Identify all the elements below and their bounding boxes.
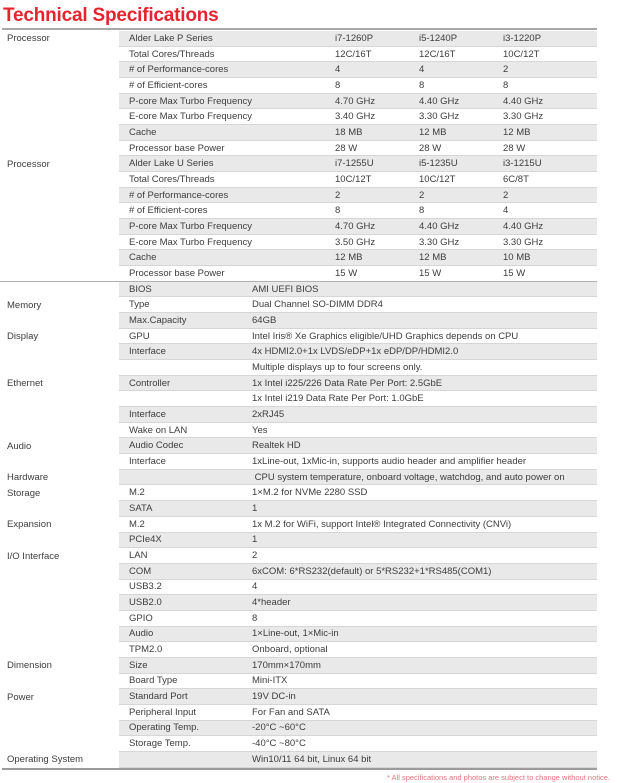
spec-cell: [119, 235, 597, 251]
spec-value: CPU system temperature, onboard voltage, watchdog, and auto power on: [252, 471, 565, 483]
category-label: [0, 250, 119, 266]
category-label: [0, 94, 119, 110]
spec-key: P-core Max Turbo Frequency: [129, 95, 253, 107]
spec-key: Total Cores/Threads: [129, 173, 215, 185]
spec-cell: [119, 360, 597, 376]
spec-value: 4: [503, 205, 509, 217]
spec-cell: [119, 407, 597, 423]
spec-key: Cache: [129, 126, 157, 138]
category-label: [0, 188, 119, 204]
spec-key: Interface: [129, 455, 166, 467]
table-row: [0, 611, 597, 627]
spec-value: 1: [252, 534, 258, 546]
spec-value: 28 W: [335, 142, 358, 154]
spec-value: 4.40 GHz: [503, 95, 544, 107]
spec-cell: [119, 188, 597, 204]
spec-cell: [119, 627, 597, 643]
spec-key: Cache: [129, 252, 157, 264]
category-label: [0, 141, 119, 157]
table-row: [0, 580, 597, 596]
table-row: [0, 438, 597, 454]
table-row: [0, 313, 597, 329]
table-row: [0, 31, 597, 47]
spec-value: 4.40 GHz: [419, 220, 460, 232]
table-row: [0, 125, 597, 141]
spec-key: Interface: [129, 408, 166, 420]
spec-value: 2: [503, 64, 509, 76]
spec-value: 1xLine-out, 1xMic-in, supports audio header and amplifier header: [252, 455, 527, 467]
spec-cell: [119, 642, 597, 658]
table-row: [0, 689, 597, 705]
table-row: [0, 736, 597, 752]
page-title: Technical Specifications: [3, 5, 219, 26]
table-row: [0, 485, 597, 501]
spec-cell: [119, 611, 597, 627]
category-label: Audio: [0, 438, 119, 454]
spec-key: Alder Lake U Series: [129, 158, 214, 170]
spec-value: i3-1220P: [503, 32, 542, 44]
spec-cell: [119, 689, 597, 705]
spec-value: 8: [335, 79, 341, 91]
table-row: [0, 219, 597, 235]
table-row: [0, 705, 597, 721]
spec-value: 3.40 GHz: [335, 111, 376, 123]
spec-value: 2: [335, 189, 341, 201]
spec-key: Processor base Power: [129, 267, 225, 279]
spec-cell: [119, 454, 597, 470]
spec-key: GPIO: [129, 612, 153, 624]
spec-cell: [119, 344, 597, 360]
spec-value: 12 MB: [503, 126, 531, 138]
spec-cell: [119, 125, 597, 141]
spec-value: 8: [335, 205, 341, 217]
spec-value: For Fan and SATA: [252, 706, 330, 718]
category-label: [0, 391, 119, 407]
spec-key: E-core Max Turbo Frequency: [129, 111, 253, 123]
spec-key: TPM2.0: [129, 644, 163, 656]
table-row: [0, 533, 597, 549]
spec-value: 12 MB: [419, 252, 447, 264]
spec-value: 3.30 GHz: [503, 111, 544, 123]
table-row: [0, 407, 597, 423]
spec-value: 4*header: [252, 597, 291, 609]
spec-value: 4x HDMI2.0+1x LVDS/eDP+1x eDP/DP/HDMI2.0: [252, 346, 459, 358]
spec-cell: [119, 485, 597, 501]
spec-value: 1×M.2 for NVMe 2280 SSD: [252, 487, 368, 499]
spec-cell: [119, 297, 597, 313]
spec-key: Processor base Power: [129, 142, 225, 154]
category-label: [0, 705, 119, 721]
table-row: [0, 642, 597, 658]
spec-cell: [119, 564, 597, 580]
spec-value: Mini-ITX: [252, 675, 288, 687]
spec-value: 15 W: [335, 267, 358, 279]
table-row: [0, 188, 597, 204]
category-label: [0, 344, 119, 360]
spec-key: Type: [129, 299, 150, 311]
table-row: [0, 470, 597, 486]
table-bottom-divider: [2, 768, 597, 770]
spec-value: 12 MB: [419, 126, 447, 138]
spec-key: LAN: [129, 550, 148, 561]
table-row: [0, 203, 597, 219]
spec-value: Dual Channel SO-DIMM DDR4: [252, 299, 383, 311]
spec-key: SATA: [129, 502, 153, 514]
table-row: [0, 329, 597, 345]
spec-value: 6xCOM: 6*RS232(default) or 5*RS232+1*RS485(COM1): [252, 565, 492, 577]
spec-cell: [119, 721, 597, 737]
category-label: [0, 109, 119, 125]
category-label: [0, 595, 119, 611]
spec-cell: [119, 736, 597, 752]
spec-key: Size: [129, 659, 148, 671]
spec-value: 15 W: [503, 267, 526, 279]
spec-value: 4: [252, 581, 258, 593]
category-label: [0, 407, 119, 423]
spec-value: 4: [335, 64, 341, 76]
spec-value: 19V DC-in: [252, 691, 296, 703]
spec-key: Audio Codec: [129, 440, 184, 452]
spec-cell: [119, 674, 597, 690]
category-label: [0, 533, 119, 549]
spec-cell: [119, 548, 597, 564]
spec-value: 12C/16T: [419, 48, 456, 60]
category-label: [0, 580, 119, 596]
spec-cell: [119, 501, 597, 517]
spec-cell: [119, 203, 597, 219]
spec-cell: [119, 156, 597, 172]
spec-value: 10C/12T: [335, 173, 372, 185]
table-row: [0, 658, 597, 674]
category-label: Ethernet: [0, 376, 119, 392]
category-label: Operating System: [0, 752, 119, 768]
category-label: [0, 282, 119, 298]
spec-table: [0, 31, 597, 768]
spec-value: Onboard, optional: [252, 644, 328, 656]
table-row: [0, 501, 597, 517]
spec-key: Alder Lake P Series: [129, 32, 213, 44]
table-row: [0, 674, 597, 690]
spec-value: Yes: [252, 424, 268, 436]
spec-cell: [119, 533, 597, 549]
spec-cell: [119, 658, 597, 674]
table-row: [0, 344, 597, 360]
category-label: [0, 642, 119, 658]
spec-value: 1x Intel i225/226 Data Rate Per Port: 2.5GbE: [252, 377, 443, 389]
spec-cell: [119, 470, 597, 486]
spec-key: USB3.2: [129, 581, 162, 593]
table-row: [0, 391, 597, 407]
table-row: [0, 595, 597, 611]
spec-value: 4.40 GHz: [503, 220, 544, 232]
spec-cell: [119, 595, 597, 611]
table-row: [0, 564, 597, 580]
spec-key: Wake on LAN: [129, 424, 188, 436]
table-row: [0, 282, 597, 298]
spec-cell: [119, 62, 597, 78]
spec-cell: [119, 94, 597, 110]
table-row: [0, 752, 597, 768]
spec-value: Intel Iris® Xe Graphics eligible/UHD Graphics depends on CPU: [252, 330, 519, 342]
spec-key: M.2: [129, 487, 145, 499]
category-label: Display: [0, 329, 119, 345]
spec-cell: [119, 313, 597, 329]
spec-key: E-core Max Turbo Frequency: [129, 236, 253, 248]
disclaimer-footnote: * All specifications and photos are subject to change without notice.: [386, 772, 610, 782]
table-row: [0, 156, 597, 172]
spec-cell: [119, 391, 597, 407]
table-row: [0, 250, 597, 266]
category-label: Power: [0, 689, 119, 705]
spec-key: M.2: [129, 518, 145, 530]
spec-key: Audio: [129, 628, 154, 640]
table-row: [0, 627, 597, 643]
spec-key: Standard Port: [129, 691, 188, 703]
spec-value: 2: [252, 550, 258, 561]
category-label: [0, 172, 119, 188]
spec-cell: [119, 705, 597, 721]
category-label: Processor: [0, 156, 119, 172]
spec-key: # of Efficient-cores: [129, 79, 208, 91]
category-label: [0, 674, 119, 690]
spec-cell: [119, 752, 597, 768]
spec-cell: [119, 219, 597, 235]
table-row: [0, 360, 597, 376]
category-label: Memory: [0, 297, 119, 313]
table-row: [0, 517, 597, 533]
category-label: I/O Interface: [0, 548, 119, 564]
spec-cell: [119, 31, 597, 47]
spec-value: 15 W: [419, 267, 442, 279]
spec-key: Controller: [129, 377, 171, 389]
table-row: [0, 235, 597, 251]
spec-cell: [119, 172, 597, 188]
spec-value: 4.70 GHz: [335, 220, 376, 232]
category-label: [0, 627, 119, 643]
spec-key: Peripheral Input: [129, 706, 197, 718]
spec-cell: [119, 109, 597, 125]
category-label: [0, 78, 119, 94]
spec-value: 28 W: [419, 142, 442, 154]
spec-value: 1x Intel i219 Data Rate Per Port: 1.0GbE: [252, 393, 424, 405]
spec-cell: [119, 423, 597, 439]
category-label: [0, 360, 119, 376]
category-label: [0, 313, 119, 329]
spec-value: 10C/12T: [419, 173, 456, 185]
category-label: [0, 501, 119, 517]
table-row: [0, 172, 597, 188]
table-row: [0, 423, 597, 439]
spec-value: 4.40 GHz: [419, 95, 460, 107]
category-label: Expansion: [0, 517, 119, 533]
spec-key: BIOS: [129, 283, 152, 295]
category-label: [0, 611, 119, 627]
spec-value: 8: [419, 205, 425, 217]
spec-value: AMI UEFI BIOS: [252, 283, 319, 295]
spec-value: Win10/11 64 bit, Linux 64 bit: [252, 753, 372, 765]
spec-value: i5-1240P: [419, 32, 458, 44]
spec-value: i7-1260P: [335, 32, 374, 44]
spec-key: Board Type: [129, 675, 178, 687]
spec-value: 1×Line-out, 1×Mic-in: [252, 628, 339, 640]
spec-value: 12C/16T: [335, 48, 372, 60]
spec-value: 4: [419, 64, 425, 76]
spec-key: Interface: [129, 346, 166, 358]
table-row: [0, 78, 597, 94]
spec-key: Operating Temp.: [129, 722, 200, 734]
spec-value: 4.70 GHz: [335, 95, 376, 107]
spec-key: P-core Max Turbo Frequency: [129, 220, 253, 232]
spec-value: 8: [503, 79, 509, 91]
spec-key: USB2.0: [129, 597, 162, 609]
category-label: [0, 736, 119, 752]
category-label: [0, 423, 119, 439]
spec-key: # of Performance-cores: [129, 64, 229, 76]
spec-cell: [119, 438, 597, 454]
spec-value: 8: [252, 612, 258, 624]
category-label: [0, 266, 119, 282]
spec-cell: [119, 282, 597, 298]
spec-value: 1: [252, 502, 258, 514]
spec-cell: [119, 78, 597, 94]
category-label: [0, 203, 119, 219]
table-row: [0, 721, 597, 737]
spec-key: COM: [129, 565, 152, 577]
table-row: [0, 109, 597, 125]
spec-value: 6C/8T: [503, 173, 529, 185]
spec-value: i3-1215U: [503, 158, 542, 170]
table-row: [0, 62, 597, 78]
category-label: [0, 219, 119, 235]
spec-key: GPU: [129, 330, 150, 342]
category-label: [0, 564, 119, 580]
spec-value: 10 MB: [503, 252, 531, 264]
table-row: [0, 297, 597, 313]
spec-value: 2xRJ45: [252, 408, 285, 420]
spec-value: 1x M.2 for WiFi, support Intel® Integrated Connectivity (CNVi): [252, 518, 512, 530]
spec-value: 2: [419, 189, 425, 201]
spec-value: Multiple displays up to four screens only.: [252, 361, 423, 373]
spec-value: 2: [503, 189, 509, 201]
spec-value: 170mm×170mm: [252, 659, 321, 671]
spec-key: # of Efficient-cores: [129, 205, 208, 217]
spec-cell: [119, 329, 597, 345]
spec-value: i7-1255U: [335, 158, 374, 170]
category-label: [0, 721, 119, 737]
category-label: Hardware: [0, 470, 119, 486]
spec-key: Max.Capacity: [129, 314, 187, 326]
spec-value: 3.50 GHz: [335, 236, 376, 248]
spec-key: # of Performance-cores: [129, 189, 229, 201]
spec-value: 3.30 GHz: [419, 111, 460, 123]
table-row: [0, 47, 597, 63]
spec-cell: [119, 141, 597, 157]
spec-key: PCIe4X: [129, 534, 162, 546]
category-label: [0, 62, 119, 78]
spec-cell: [119, 47, 597, 63]
spec-value: 64GB: [252, 314, 277, 326]
spec-value: 3.30 GHz: [503, 236, 544, 248]
spec-value: 28 W: [503, 142, 526, 154]
table-row: [0, 454, 597, 470]
table-row: [0, 548, 597, 564]
table-row: [0, 376, 597, 392]
spec-cell: [119, 580, 597, 596]
spec-value: -20°C ~60°C: [252, 722, 306, 734]
spec-value: -40°C ~80°C: [252, 738, 306, 750]
spec-value: 18 MB: [335, 126, 363, 138]
spec-value: Realtek HD: [252, 440, 301, 452]
spec-value: 8: [419, 79, 425, 91]
spec-cell: [119, 250, 597, 266]
spec-value: 12 MB: [335, 252, 363, 264]
spec-value: 10C/12T: [503, 48, 540, 60]
category-label: Processor: [0, 31, 119, 47]
category-label: Storage: [0, 485, 119, 501]
category-label: [0, 125, 119, 141]
spec-cell: [119, 266, 597, 282]
category-label: [0, 235, 119, 251]
table-row: [0, 141, 597, 157]
category-label: [0, 47, 119, 63]
table-row: [0, 266, 597, 282]
spec-key: Total Cores/Threads: [129, 48, 215, 60]
title-divider: [2, 28, 597, 30]
spec-value: i5-1235U: [419, 158, 458, 170]
spec-cell: [119, 517, 597, 533]
category-label: [0, 454, 119, 470]
spec-cell: [119, 376, 597, 392]
table-row: [0, 94, 597, 110]
spec-key: Storage Temp.: [129, 738, 191, 750]
spec-value: 3.30 GHz: [419, 236, 460, 248]
category-label: Dimension: [0, 658, 119, 674]
